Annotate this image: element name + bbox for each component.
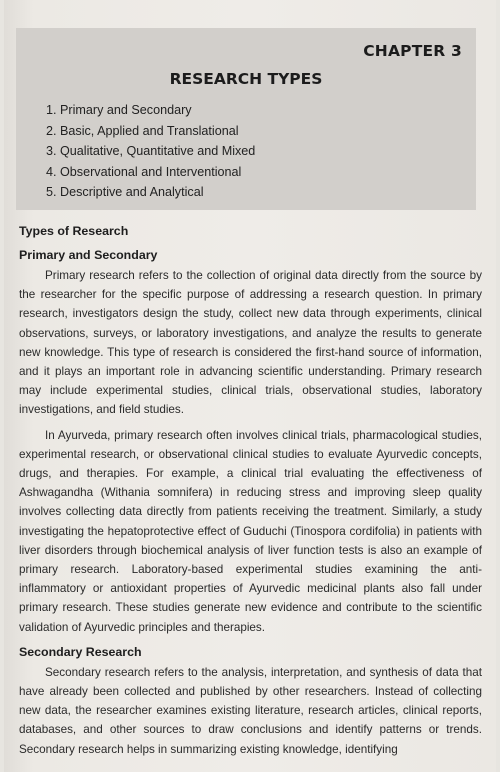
chapter-label: CHAPTER 3 <box>363 42 462 60</box>
body-text <box>19 222 482 765</box>
chapter-header-box <box>16 28 476 210</box>
contents-item: 1. Primary and Secondary <box>46 103 192 117</box>
subsection-heading-secondary: Secondary Research <box>19 644 142 659</box>
contents-item: 3. Qualitative, Quantitative and Mixed <box>46 144 256 158</box>
section-heading: Types of Research <box>19 224 129 238</box>
contents-item: 2. Basic, Applied and Translational <box>46 123 239 138</box>
chapter-contents-list <box>46 100 255 203</box>
paragraph: Primary research refers to the collection of original data directly from the source by the researcher for the specific purpose of addressing a research question. In primary research, investigators design the study, collect new data through experiments, clinical observations, surveys, or laboratory investigations, and analyze the results to generate new knowledge. This type of research is considered the first-hand source of information, and it plays an important role in advancing scientific understanding. Primary research may include experimental studies, clinical trials, observational studies, laboratory investigations, and field studies. <box>19 269 482 417</box>
chapter-title: RESEARCH TYPES <box>169 70 323 88</box>
paragraph: In Ayurveda, primary research often involves clinical trials, pharmacological studies, experimental research, or observational clinical studies to evaluate Ayurvedic concepts, drugs, and therapies. For example, a clinical trial evaluating the effectiveness of Ashwagandha (Withania somnifera) in reducing stress and improving sleep quality involves collecting data directly from patients receiving the treatment. Similarly, a study investigating the hepatoprotective effect of Guduchi (Tinospora cordifolia) in patients with liver disorders through biochemical analysis of liver function tests is also an example of primary research. Laboratory-based experimental studies examining the anti-inflammatory or antioxidant properties of Ayurvedic medicinal plants also fall under primary research. These studies generate new evidence and contribute to the scientific validation of Ayurvedic principles and therapies. <box>19 428 482 634</box>
subsection-heading-primary: Primary and Secondary <box>19 248 158 262</box>
contents-item: 5. Descriptive and Analytical <box>46 185 204 199</box>
book-page <box>4 0 496 772</box>
paragraph: Secondary research refers to the analysis, interpretation, and synthesis of data that have already been collected and published by other researchers. Instead of collecting new data, the researcher examines existing literature, research articles, clinical reports, databases, and other sources to draw conclusions and identify patterns or trends. Secondary research helps in summarizing existing knowledge, identifying <box>19 665 482 756</box>
contents-item: 4. Observational and Interventional <box>46 164 242 179</box>
